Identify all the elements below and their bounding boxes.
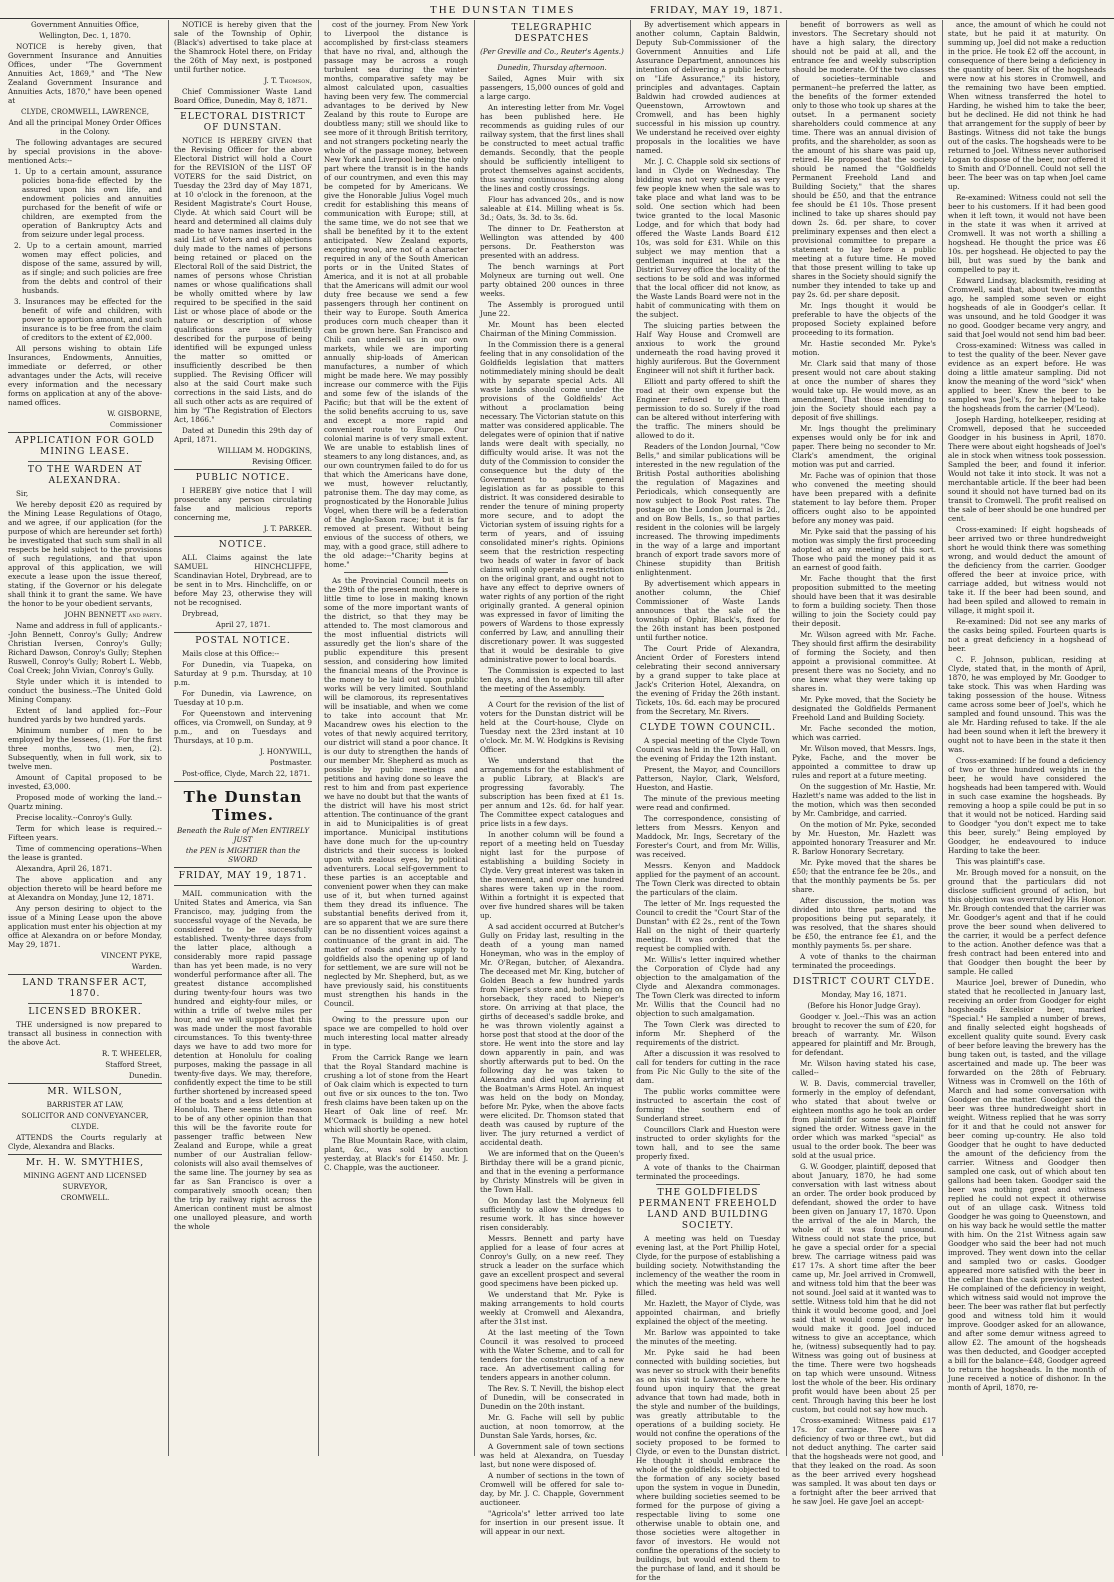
news-item: A number of sections in the town of Cromwell will be offered for sale to-day, by Mr. J. C. Chapple, Government auctioneer. <box>480 1471 624 1507</box>
ophir-notice: NOTICE is hereby given that the sale of the Township of Ophir, (Black's) advertised to take place at the Shamrock Hotel there, on Friday the 26th of May next, is postponed until further notice. <box>174 20 312 74</box>
society-item: Mr. Wilson moved, that Messrs. Ings, Pyke, Fache, and the mover be appointed a committee to draw up rules and report at a future meeting. <box>792 744 936 780</box>
news-item: "Agricola's" letter arrived too late for insertion in our present issue. It will appear in our next. <box>480 1509 624 1536</box>
society-item: Mr. Ings thought it would be preferable to have the objects of the proposed Society explained before proceeding to its formation. <box>792 301 936 337</box>
court-item: Cross-examined: If he found a deficiency of two or three hundred weights in the beer, he would have considered the hogsheads had been tampered with. Would in such case examine the hogsheads. By removing a hoop a spile could be put in so that it would not be noticed. Harding said to Goodger "you don't expect me to take this beer, surely." Being employed by Goodger, he endeavoured to induce Harding to take the beer. <box>948 756 1106 855</box>
court-item: Goodger v. Joel.--This was an action brought to recover the sum of £20, for breach of warranty. Mr. Wilson appeared for plaintiff and Mr. Brough, for defendant. <box>792 1012 936 1057</box>
news-item: The sluicing parties between the Half Way House and Cromwell are anxious to work the ground underneath the road having proved it highly auriferous. But the Government Engineer will not shift it further back. <box>636 321 780 375</box>
telegraphic-source: (Per Greville and Co., Reuter's Agents.) <box>480 47 624 56</box>
court-item: This was plaintiff's case. <box>956 857 1045 866</box>
goldfields-society-heading: THE GOLDFIELDS PERMANENT FREEHOLD LAND AND BUILDING SOCIETY. <box>638 1188 778 1231</box>
news-item: On Monday last the Molyneux fell sufficiently to allow the dredges to resume work. It has since however risen considerably. <box>480 1196 624 1232</box>
court-item: Re-examined: Did not see any marks of the casks being spiled. Fourteen quarts is not a great deficiency in a hogshead of beer. <box>948 617 1106 653</box>
postal-line: For Dunedin, via Tuapeka, on Saturday at 9 p.m. Thursday, at 10 p.m. <box>174 660 312 687</box>
court-item: Edward Lindsay, blacksmith, residing at Cromwell, said that, about twelve months ago, he sampled some seven or eight hogsheads of ale in Goodger's cellar. It was unsound, and he told Goodger it was no good. Goodger became very angry, and said that Joel would not send him bad beer. <box>948 276 1106 339</box>
society-item: Mr. Clark said that many of those present would not care about staking at once the number of shares they would take up. He would move, as an amendment, That those intending to join the Society should each pay a deposit of five shillings. <box>792 359 936 422</box>
smythies-town: CROMWELL. <box>60 1193 110 1202</box>
court-item: Cross-examined: Witness paid £17 17s. for carriage. There was a deficiency of two or three cwt., but did not deduct anything. The carter said that the hogsheads were not good, and that they leaked on the road. As soon as the beer arrived every hogshead was sampled. It was about ten days or a fortnight after the beer arrived that he saw Joel. He gave Joel an accept- <box>792 1416 936 1506</box>
claims-notice-body: ALL Claims against the late SAMUEL HINCHCLIFFE, Scandinavian Hotel, Drybread, are to be sent in to Mrs. Hinchcliffe, on or before May 23, otherwise they will not be recognised. <box>174 553 312 607</box>
broker-address: Stafford Street, <box>105 1060 162 1069</box>
gao-advantages: The following advantages are secured by special provisions in the above-mentioned Acts:-- <box>8 138 162 165</box>
licensed-broker-body: THE undersigned is now prepared to transact all business in connection with the above Act. <box>8 1020 162 1047</box>
news-item: Mr. Mount has been elected Chairman of the Mining Commission. <box>480 320 624 338</box>
mining-lease-men: Minimum number of men to be employed by the lessees, (1). For the first three months, two men, (2). Subsequently, when in full work, six to twelve men. <box>8 726 162 771</box>
wilson-name: MR. WILSON, <box>47 1087 123 1097</box>
carrick-range-note: From the Carrick Range we learn that the Royal Standard machine is crushing a lot of stone from the Heart of Oak claim which is expected to turn out five or six ounces to the ton. Two fresh claims have been taken up on the Heart of Oak line of reef. Mr. M'Cormack is building a new hotel which will shortly be opened. <box>324 1053 468 1134</box>
provincial-council-editorial: As the Provincial Council meets on the 29th of the present month, there is little time to lose in making known some of the more important wants of the district, so that they may be attended to. The most clamorous and the most influential districts will assuredly get the lion's share of the public expenditure this present session, and considering how limited the financial means of the Province is the money to be laid out upon public works will be very limited. Southland will be clamorous, its representatives will be insatiable, and when we come to take into account that Mr. Macandrew owes his election to the votes of that newly acquired territory, our district will stand a poor chance. It is our duty to strengthen the hands of our member Mr. Shepherd as much as possible by public meetings and petitions and having done so leave the rest to him and from past experience we have no doubt but that the wants of the district will have his most strict attention. The continuance of the grant in aid to Municipalities is of great importance. Municipal institutions have done much for the up-country districts and their success is looked upon with zealous eyes, by political adventurers. Local self-government to these parties is an acceptable and convenient power when they can make use of it, but when turned against them they dread its influence. The substantial benefits derived from it, are so apparent that we are sure there can be no dissentient voices against a continuance of the grant in aid. The matter of roads and water supply to goldfields also the opening up of land for settlement, we are sure will not be neglected by Mr. Shepherd, but, as we have previously said, his constituents must strengthen his hands in the Council. <box>324 576 468 1008</box>
column-2 <box>174 20 312 1456</box>
court-item: Joseph Harding, hotelkeeper, residing at Cromwell, deposed that he succeeded Goodger in his business in April, 1870. There were about eight hogsheads of Joel's ale in stock when witness took possession. Sampled the beer, and found it inferior. Would not take it into stock. It was not a merchantable article. If the beer had been sound it should not have turned bad on its transit to Cromwell. The profit realised on the sale of beer should be one hundred per cent. <box>948 415 1106 523</box>
claims-notice-date: April 27, 1871. <box>215 620 271 629</box>
society-item: Mr. Hastie seconded Mr. Pyke's motion. <box>792 339 936 357</box>
column-3 <box>324 20 468 1456</box>
gao-date: Wellington, Dec. 1, 1870. <box>39 31 131 40</box>
gao-item: 3. Insurances may be effected for the benefit of wife and children, with power to apportion amount, and such insurance is to be free from the claim of creditors to the extent of £2,000. <box>14 297 162 342</box>
town-council-heading: CLYDE TOWN COUNCIL. <box>639 723 777 733</box>
council-item: A vote of thanks to the Chairman terminated the proceedings. <box>636 1163 780 1181</box>
land-transfer-heading: LAND TRANSFER ACT, 1870. <box>22 978 148 999</box>
society-item: A meeting was held on Tuesday evening last, at the Port Phillip Hotel, Clyde, for the purpose of establishing a building society. Notwithstanding the inclemency of the weather the room in which the meeting was held was well filled. <box>636 1234 780 1297</box>
news-item: The Commission is expected to last ten days, and then to adjourn till after the meeting of the Assembly. <box>480 666 624 693</box>
electoral-role: Revising Officer. <box>251 457 312 466</box>
electoral-heading: ELECTORAL DISTRICT OF DUNSTAN. <box>180 112 306 133</box>
wilson-body: ATTENDS the Courts regularly at Clyde, Alexandra and Blacks. <box>8 1133 162 1151</box>
warden-signature: VINCENT PYKE, <box>101 951 162 960</box>
ophir-notice-office: Chief Commissioner Waste Land Board Office, Dunedin, May 8, 1871. <box>174 87 312 105</box>
mining-lease-extent: Extent of land applied for.--Four hundred yards by two hundred yards. <box>8 706 162 724</box>
electoral-body: NOTICE IS HEREBY GIVEN that the Revising Officer for the above Electoral District will hold a Court for the REVISION of the LIST OF VOTERS for the said District, on Tuesday the 23rd day of May 1871, at 10 o'clock in the forenoon, at the Resident Magistrate's Court House, Clyde. At which said Court will be heard and determined all claims duly made to have names inserted in the said List of Voters and all objections duly made to the names of persons being retained or placed on the Electoral Roll of the said District, the names of persons whose Christian names or whose qualifications shall be wholly omitted where by law required to be specified in the said List or whose place of abode or the nature or description of whose qualifications are insufficiently described for the purpose of being identified will be expunged unless the matter so omitted or insufficiently described be then supplied. The Revising Officer will also at the said Court make such corrections in the said Lists, and do all such other acts as are required of him by "The Registration of Electors Act, 1866." <box>174 136 312 424</box>
news-item: By advertisement which appears in another column, the Chief Commissioner of Waste Lands announces that the sale of the township of Ophir, Black's, fixed for the 26th instant has been postponed until further notice. <box>636 579 780 642</box>
council-item: Present, the Mayor, and Councillors Patterson, Naylor, Clark, Welsford, Hueston, and Hastie. <box>636 765 780 792</box>
society-item: Mr. Barlow was appointed to take the minutes of the meeting. <box>636 1328 780 1346</box>
electoral-date: Dated at Dunedin this 29th day of April, 1871. <box>174 426 312 444</box>
court-item: C. F. Johnson, publican, residing at Clyde, stated that, in the month of April, 1870, he was employed by Mr. Goodger to take stock. This was when Harding was taking possession of the house. Witness came across some beer of Joel's, which he sampled and found unsound. This was the ale Mr. Harding refused to take. If the ale had been sound when it left the brewery it ought not to have been in the state it then was. <box>948 655 1106 754</box>
column-5 <box>636 20 780 1582</box>
mining-lease-locality: Precise locality.--Conroy's Gully. <box>16 813 133 822</box>
postal-close: Mails close at this Office:-- <box>182 649 280 658</box>
wilson-town: CLYDE. <box>71 1122 99 1131</box>
broker-signature: R. T. WHEELER, <box>101 1049 162 1058</box>
column-rule <box>630 20 631 1456</box>
council-item: After a discussion it was resolved to call for tenders for cutting in the race from Pic Nic Gully to the site of the dam. <box>636 1049 780 1085</box>
smythies-role: MINING AGENT AND LICENSED <box>23 1171 147 1180</box>
masthead: The Dunstan Times. <box>183 788 303 824</box>
court-item: ance, the amount of which he could not state, but he paid it at maturity. On summing up, Joel did not make a reduction in the price. He took £2 off the account, in consequence of there being a deficiency in the quantity of beer. Six of the hogsheads were now at his stores in Cromwell, and the remaining two have been emptied. When witness transferred the hotel to Harding, he wished him to take the beer, but he declined. He did not think he had that arrangement for the supply of beer by Bastings. Witness did not take the bungs out of the casks. The hogsheads were to be returned to Joel. Witness never authorised Logan to dispose of the beer, nor offered it to Smith and O'Donnell. Could not sell the beer. The beer was on tap when Joel came up. <box>948 20 1106 191</box>
public-notice-heading: PUBLIC NOTICE. <box>195 473 291 483</box>
news-item: A Court for the revision of the list of voters for the Dunstan district will be held at the Court-house, Clyde on Tuesday next the 23rd instant at 10 o'clock. Mr. M. W. Hodgkins is Revising Officer. <box>480 700 624 754</box>
court-item: Mr. Wilson having stated his case, called-- <box>792 1059 936 1077</box>
postal-line: For Queenstown and intervening offices, via Cromwell, on Sunday, at 9 p.m., and on Tuesdays and Thursdays, at 10 p.m. <box>174 709 312 745</box>
column-rule <box>168 20 169 1456</box>
postal-line: For Dunedin, via Lawrence, on Tuesday at 10 p.m. <box>174 689 312 707</box>
society-item: Mr. Ings thought the preliminary expenses would only be for ink and paper. There being no seconder to Mr. Clark's amendment, the original motion was put and carried. <box>792 424 936 469</box>
news-item: Readers of the London Journal, "Cow Bells," and similar publications will be interested in the new regulation of the British Postal authorities abolishing the regulation of Magazines and Periodicals, which consequently are now subject to Book Post rates. The postage on the London Journal is 2d., and on Bow Bells, 1s., so that parties resident in the colonies will be largely increased. The throwing impediments in the way of a large and important branch of export trade savors more of Chinese stupidity than British enlightenment. <box>636 442 780 577</box>
issue-date: FRIDAY, MAY 19, 1871. <box>178 871 308 881</box>
postmaster-role: Postmaster. <box>269 758 312 767</box>
news-item: We understand that the arrangements for the establishment of a public Library, at Black's are progressing favorably. The subscription has been fixed at £1 1s. per annum and 12s. 6d. for half year. The Committee expect catalogues and price lists in a few days. <box>480 756 624 828</box>
smythies-name: Mr. H. W. SMYTHIES, <box>25 1158 145 1168</box>
public-notice-body: I HEREBY give notice that I will prosecute any person circulating false and malicious reports concerning me, <box>174 486 312 522</box>
electoral-signature: WILLIAM M. HODGKINS, <box>217 446 312 455</box>
society-item: Mr. Hazlett, the Mayor of Clyde, was appointed chairman, and briefly explained the object of the meeting. <box>636 1299 780 1326</box>
editorial-continued: cost of the journey. From New York to Liverpool the distance is accomplished by first-class steamers that have no rival, and, although the passage may be across a rough turbulent sea during the winter months, comparative safety may be almost calculated upon, casualties having been very few. The commercial advantages to be derived by New Zealand by this route to Europe are doubtless many; still we should like to see more of it through British territory, and not strangers pocketing nearly the whole of the passage money, between New York and Liverpool being the only part where the transit is in the hands of our countrymen, and even this may be competed for by Americans. We give the Honorable Julius Vogel much credit for establishing this means of communication with Europe; still, at the same time, we do not see that we shall be benefited by it to the extent anticipated. New Zealand exports, excepting wool, are not of a character required in any of the South American ports or in the United States of America, and it is not at all probable that the Americans will admit our wool duty free because we send a few passengers through her continent on their way to Europe. South America produces corn much cheaper than it can be grown here. San Francisco and Chili can undersell us in our own markets, while we are importing annually ship-loads of American manufactures, a number of which might be made here. We may possibly increase our commerce with the Fijis and some few of the islands of the Pacific; but that will be the extent of the solid benefits accruing to us, save and except a more rapid and convenient route to Europe. Our colonial marine is of very small extent. We are unable to establish lines of steamers to any long distances, and, as our own countrymen failed to do for us that which the Americans have done, we must, however reluctantly, patronise them. The day may come, as prognosticated by the Honorable Julius Vogel, when there will be a federation of the Anglo-Saxon race; but it is far removed at present. Without being envious of the success of others, we may, with a good grace, still adhere to the old adage:--"Charity begins at home." <box>324 20 468 569</box>
claims-notice-place: Drybread, <box>182 609 219 618</box>
council-item: Councillors Clark and Hueston were instructed to order skylights for the town hall, and to see the same properly fixed. <box>636 1125 780 1161</box>
mining-lease-capital: Amount of Capital proposed to be invested, £3,000. <box>8 773 162 791</box>
news-item: Elliott and party offered to shift the road at their own expense but the Engineer refused to give them permission to do so. Surely if the road can be altered without interfering with the traffic. The miners should be allowed to do it. <box>636 377 780 440</box>
gao-item: 2. Up to a certain amount, married women may effect policies, and dispose of the same, assured by will, as if single; and such policies are free from the debts and control of their husbands. <box>14 241 162 295</box>
gao-item: 1. Up to a certain amount, assurance policies bona-fide effected by the assured upon his own life, and endowment policies and annuities purchased for the benefit of wife or children, are exempted from the operation of Bankruptcy Acts and from seizure under legal process. <box>14 167 162 239</box>
page-header <box>0 0 1114 20</box>
society-item: Mr. Fache thought that the first proposition submitted to the meeting should have been that it was desirable to form a building society. Then those willing to join the Society could pay their deposit. <box>792 574 936 628</box>
news-item: By advertisement which appears in another column, Captain Baldwin, Deputy Sub-Commissioner of the Government Annuities and Life Assurance Department, announces his intention of delivering a public lecture on "Life Assurance," its history, principles and advantages. Captain Baldwin had crowded audiences at Queenstown, Arrowtown and Cromwell, and has been highly successful in his mission up country. We understand he received over eighty proposals in the localities we have named. <box>636 20 780 155</box>
news-item: The Court Pride of Alexandra, Ancient Order of Foresters intend celebrating their second anniversary by a grand supper to take place at Jack's Criterion Hotel, Alexandra, on the evening of Friday the 26th instant. Tickets, 10s. 6d. each may be procured from the Secretary, Mr. Rivers. <box>636 644 780 716</box>
telegraphic-dateline: Dunedin, Thursday afternoon. <box>497 63 607 72</box>
court-item: Maurice Joel, brewer of Dunedin, who stated that he recollected in January last, receiving an order from Goodger for eight hogsheads Excelsior beer, marked "Special." He sampled a number of brews, and finally selected eight hogsheads of excellent quality quite sound. Every cask of beer before leaving the brewery has the bung taken out, is tasted, and the village ascertained and made up. The beer was forwarded on the 28th of February. Witness was in Cromwell on the 16th of March and had some conversation with Goodger on the matter. Goodger said the beer was three hundredweight short in weight. Witness replied that he was sorry for it and that he could not answer for beer coming up-country. He also told Goodger that he ought to have deducted the amount of the deficiency from the carrier. Witness and Goodger then sampled one cask, out of which about ten gallons had been taken. Goodger said the beer was nothing great and witness replied he could not expect it otherwise out of an ullage cask. Witness told Goodger he was going to Queenstown, and on his way back he would settle the matter with him. On the 21st Witness again saw Goodger who said the beer had not much improved. They went down into the cellar and sampled two or casks. Goodger appeared more satisfied with the beer in the cellar than the cask previously tested. He complained of the deficiency in weight, which witness said would not improve the beer. The beer was rather flat but perfectly good and witness told him it would improve. Goodger asked for an allowance, and after some demur witness agreed to allow £2. The amount of the hogsheads was then deducted, and Goodger accepted a bill for the balance--£48, Goodger agreed to return the hogsheads. In the month of June received a notice of dishonor. In the month of April, 1870, re- <box>948 978 1106 1392</box>
court-item: G. W. Goodger, plaintiff, deposed that about January, 1870, he had some conversation with last witness about an order. The order book produced by defendant, showed the order to have been given on January 17, 1870. Upon the arrival of the ale in March, the whole of it was found unsound. Witness could not state the price, but he gave a special order for a special brew. The carriage witness paid was £17 17s. A short time after the beer came up, Mr. Joel arrived in Cromwell, and witness told him that the beer was not sound. Joel said at it wanted was to settle. Witness told him that he did not think it would become good, and Joel said that it would come good, or he would make it good. Joel induced witness to give an acceptance, which he, (witness) subsequently had to pay. Witness was going out of business at the time. There were two hogsheads on tap which were unsound. Witness lost the whole of the beer. His ordinary profit would have been about 25 per cent. Through having this beer he lost custom, but could not say how much. <box>792 1162 936 1414</box>
court-item: Re-examined: Witness could not sell the beer to his customers. If it had been good when it left town, it would not have been in the state it was when it arrived at Cromwell. It was not worth a shilling a hogshead. He thought the price was £6 10s. per hogshead. He objected to pay the bill, but was sued by the bank and compelled to pay it. <box>948 193 1106 274</box>
smythies-role-2: SURVEYOR, <box>62 1182 108 1191</box>
council-item: The letter of Mr. Ings requested the Council to credit the "Court Star of the Dunstan" with £2 2s., rent of the Town Hall on the night of their quarterly meeting. It was ordered that the request be complied with. <box>636 899 780 953</box>
district-court-heading: DISTRICT COURT CLYDE. <box>792 977 936 987</box>
blue-mountain-note: The Blue Mountain Race, with claim, plant, &c., was sold by auction yesterday, at Black's for £1450. Mr. J. C. Chapple, was the auctioneer. <box>324 1136 468 1172</box>
motto-line: the PEN is MIGHTIER than the SWORD <box>185 846 301 864</box>
news-item: The Rev. S. T. Nevill, the bishop elect of Dunedin, will be consecrated in Dunedin on the 20th instant. <box>480 1384 624 1411</box>
ophir-notice-signature: J. T. Thomson, <box>264 76 312 85</box>
mining-lease-signature: JOHN BENNETT and party. <box>64 610 162 619</box>
header-rule <box>0 18 1114 19</box>
news-item: The bench warnings at Port Molyneux are turning out well. One party obtained 200 ounces in three weeks. <box>480 262 624 298</box>
space-note: Owing to the pressure upon our space we are compelled to hold over much interesting local matter already in type. <box>324 1015 468 1051</box>
news-item: An interesting letter from Mr. Vogel has been published here. He recommends as guiding rules of our railway system, that the first lines shall be constructed to meet actual traffic demands. Secondly, that the people should be sufficiently intelligent to protect themselves against accidents, thus saving continuous fencing along the lines and costly crossings. <box>480 103 624 193</box>
news-item: Messrs. Bennett and party have applied for a lease of four acres at Conroy's Gully, on a new reef. They struck a leader on the surface which gave an excellent prospect and several good specimens have been picked up. <box>480 1234 624 1288</box>
news-item: Flour has advanced 20s., and is now saleable at £14. Milling wheat is 5s. 3d.; Oats, 3s. 3d. to 3s. 6d. <box>480 195 624 222</box>
council-item: Mr. Willis's letter inquired whether the Corporation of Clyde had any objection to the amalgamation of the Clyde and Alexandra commonages. The Town Clerk was directed to inform Mr. Willis that the Council had no objection to such amalgamation. <box>636 955 780 1018</box>
postal-date: Post-office, Clyde, March 22, 1871. <box>182 769 311 778</box>
column-rule <box>318 20 319 1456</box>
mining-lease-date: Alexandra, April 26, 1871. <box>16 864 113 873</box>
broker-town: Dunedin. <box>128 1071 162 1080</box>
gao-all: All persons wishing to obtain Life Insurances, Endowments, Annuities, immediate or deferred, or other advantages under the Acts, will receive every information and the necessary forms on application at any of the above-named offices. <box>8 344 162 407</box>
society-item: After discussion, the motion was divided into three parts, and the propositions being put separately, it was resolved, that the shares should be £50, the entrance fee £1, and the monthly payments 5s. per share. <box>792 896 936 950</box>
wilson-title: BARRISTER AT LAW, <box>46 1100 124 1109</box>
gao-place: CLYDE, CROMWELL, LAWRENCE, <box>20 107 150 116</box>
court-item: Cross-examined: If eight hogsheads of beer arrived two or three hundredweight short he would think there was something wrong, and would deduct the amount of the deficiency from the carrier. Goodger offered the beer at invoice price, with carriage added, but witness would not take it. If the beer had been sound, and had been spiled and allowed to remain in village, it might spoil it. <box>948 525 1106 615</box>
gao-money: And all the principal Money Order Offices in the Colony. <box>8 118 162 136</box>
society-item: Mr. Pyke moved that the shares be £50; that the entrance fee be 20s., and that the monthly payments be 5s. per share. <box>792 858 936 894</box>
society-item: Mr. Fache was of opinion that those who convened the meeting should have been prepared with a definite statement to lay before them. Proper officers ought also to be appointed before any money was paid. <box>792 471 936 525</box>
motto-line: Beneath the Rule of Men ENTIRELY JUST <box>176 826 310 844</box>
mining-lease-objection: Any person desiring to object to the issue of a Mining Lease upon the above application must enter his objection at my office at Alexandra on or before Monday, May 29, 1871. <box>8 904 162 949</box>
council-item: The public works committee were instructed to ascertain the cost of forming the southern end of Sunderland street. <box>636 1087 780 1123</box>
header-title: THE DUNSTAN TIMES <box>430 4 576 16</box>
news-item: At the last meeting of the Town Council it was resolved to proceed with the Water Scheme, and to call for tenders for the construction of a new race. An advertisement calling for tenders appears in another column. <box>480 1328 624 1382</box>
news-item: The Assembly is prorogued until June 22. <box>480 300 624 318</box>
mining-lease-sir: Sir, <box>16 489 29 498</box>
gao-notice: NOTICE is hereby given, that Government Insurance and Annuities Offices, under "The Government Annuities Act, 1869," and "The New Zealand Government Insurance and Annuities Acts, 1870," have been opened at <box>8 42 162 105</box>
column-6 <box>792 20 936 1506</box>
mining-lease-names: Name and address in full of applicants.--John Bennett, Conroy's Gully; Andrew Christian Iversen, Conroy's Gully; Richard Dawson, Conroy's Gully; Stephen Ruswell, Conroy's Gully; Robert L. Webb, Coal Creek; John Vivian, Conroy's Gully. <box>8 621 162 675</box>
gao-role: Commissioner <box>109 420 162 429</box>
column-rule <box>474 20 475 1456</box>
council-item: The correspondence, consisting of letters from Messrs. Kenyon and Maddock, Mr. Ings, Secretary of the Forester's Court, and from Mr. Willis, was received. <box>636 814 780 859</box>
news-item: We understand that Mr. Pyke is making arrangements to hold courts weekly at Cromwell and Alexandra, after the 31st inst. <box>480 1290 624 1326</box>
society-item: Mr. Wilson agreed with Mr. Fache. They should first affirm the desirability of forming the Society, and then appoint a provisional committee. At present there was no Society, and no one knew what they were taking up shares in. <box>792 630 936 693</box>
council-item: The minute of the previous meeting were read and confirmed. <box>636 794 780 812</box>
news-item: The dinner to Dr. Featherston at Wellington was attended by 400 persons. Dr. Featherston was presented with an address. <box>480 224 624 260</box>
mining-lease-time: Time of commencing operations--When the lease is granted. <box>8 844 162 862</box>
society-item: On the suggestion of Mr. Hastie, Mr. Hazlett's name was added to the list in the motion, which was then seconded by Mr. Cambridge, and carried. <box>792 782 936 818</box>
mining-lease-style: Style under which it is intended to conduct the business.--The United Gold Mining Company. <box>8 677 162 704</box>
mining-lease-term: Term for which lease is required.--Fifteen years. <box>8 824 162 842</box>
claims-notice-heading: NOTICE. <box>218 540 268 550</box>
column-4 <box>480 20 624 1536</box>
mining-lease-body: We hereby deposit £20 as required by the Mining Lease Regulations of Otago, and we agree, if our application (for the purpose of which are hereunder set forth) be investigated that such sum shall in all respects be held subject to the provisions of such regulations, and that upon approval of this application, we will execute a lease upon the issue thereof, stating, if the Governor or his delegate shall think it to grant the same. We have the honor to be your obedient servants, <box>8 500 162 608</box>
column-1 <box>8 20 162 1456</box>
licensed-broker-heading: LICENSED BROKER. <box>28 1007 142 1017</box>
editorial-text: MAIL communication with the United States and America, via San Francisco, may, judging from the successful voyage of the Nevada, be considered to be successfully established. Twenty-three days from the latter place, although a considerably more rapid passage than has yet been made, is no very wonderful performance after all. The greatest distance accomplished during twenty-four hours was two hundred and eighty-four miles, or within a trifle of twelve miles per hour, and we will suppose that this was made under the most favorable circumstances. To this twenty-three days we have to add two more for detention at Honolulu for coaling purposes, making the passage in all twenty-five days. We may, therefore, confidently expect the time to be still further shortened by increased speed of the boats and a less detention at Honolulu. There seems little reason to be of any other opinion than that this will be the favorite route for passenger traffic between New Zealand and Europe, while a great number of our Australian fellow-colonists will also avail themselves of the same line. The journey by sea as far as San Francisco is over a comparatively smooth ocean; then the trip by railway right across the American continent must be almost one unalloyed pleasure, and worth the whole <box>174 889 312 1231</box>
society-item: Mr. Pyke said that the passing of his motion was simply the first proceeding adopted at any meeting of this sort. Those who paid the money paid it as an earnest of good faith. <box>792 527 936 572</box>
society-item: benefit of borrowers as well as investors. The Secretary should not have a high salary, the directory should not be paid at all, and the entrance fee and weekly subscription should be moderate. Of the two classes of societies--terminable and permanent--he preferred the latter, as the benefits of the former extended only to those who took up shares at the outset. In a permanent society shareholders could commence at any time. There was an annual division of profits, and the shareholder, as soon as the amount of his share was paid up, retired. He proposed that the society should be named the "Goldfields Permanent Freehold Land and Building Society," that the shares should be £50, and that the entrance fee should be £1 10s. Those present inclined to take up shares should pay down 2s. 6d. per share, to cover preliminary expenses and then elect a provisional committee to prepare a statement to lay before a public meeting at a future time. He moved that those present willing to take up shares in the Society should signify the number they intended to take up and pay 2s. 6d. per share deposit. <box>792 20 936 299</box>
warden-heading: TO THE WARDEN AT ALEXANDRA. <box>27 465 143 486</box>
council-item: Messrs. Kenyon and Maddock applied for the payment of an account. The Town Clerk was directed to obtain the particulars of the claim. <box>636 861 780 897</box>
news-item: A sad accident occurred at Butcher's Gully on Friday last, resulting in the death of a young man named Honeyman, who was in the employ of Mr. O'Regan, butcher, of Alexandra. The deceased met Mr. King, butcher of Golden Beach a few hundred yards from Nieper's store and, both being on horseback, they raced to Nieper's store. On arriving at that place, the girths of deceased's saddle broke, and he was thrown violently against a horse post that stood at the door of the store. He went into the store and lay down apparently in pain, and was shortly afterwards put to bed. On the following day he was taken to Alexandra and died upon arriving at the Boatman's Arms Hotel. An inquest was held on the body on Monday, before Mr. Pyke, when the above facts were elicited. Dr. Thomson stated that death was caused by rupture of the liver. The jury returned a verdict of accidental death. <box>480 922 624 1147</box>
column-rule <box>786 20 787 1456</box>
mining-lease-hearing: The above application and any objection thereto will be heard before me at Alexandra on Monday, June 12, 1871. <box>8 875 162 902</box>
society-item: Mr. Fache seconded the motion, which was carried. <box>792 724 936 742</box>
society-item: Mr. Pyke said he had been connected with building societies, but was never so struck with their benefits as on his visit to Lawrence, where he found upon inquiry that the great advance that town had made, both in the style and number of the buildings, was greatly attributable to the operations of a building society. He would not confine the operations of the society proposed to be formed to Clyde, or even to the Dunstan district. He thought it should embrace the whole of the goldfields. He objected to the formation of any society based upon the system in vogue in Dunedin, where building societies seemed to be formed for the purpose of giving a respectable living to some one otherwise unable to obtain one, and those societies were altogether in favor of investors. He would not confine the operations of the society to buildings, but would extend them to the purchase of land, and it should be for the <box>636 1348 780 1582</box>
news-item: A Government sale of town sections was held at Alexandra, on Tuesday last, but none were disposed of. <box>480 1442 624 1469</box>
society-item: A vote of thanks to the chairman terminated the proceedings. <box>792 952 936 970</box>
postal-notice-heading: POSTAL NOTICE. <box>195 636 291 646</box>
court-item: Mr. Brough moved for a nonsuit, on the ground that the particulars did not disclose sufficient ground of action, but this objection was overruled by His Honor. Mr. Brough contended that the carrier was Mr. Goodger's agent and that if he could prove the beer sound when delivered to the carrier, it would be a perfect defence to the action. Another defence was that a fresh contract had been entered into and that Goodger then bought the beer by sample. He called <box>948 868 1106 976</box>
header-date: FRIDAY, MAY 19, 1871. <box>650 4 784 16</box>
warden-role: Warden. <box>131 962 162 971</box>
news-item: Mr. J. C. Chapple sold six sections of land in Clyde on Wednesday. The bidding was not very spirited as very few people knew when the sale was to take place and what land was to be sold. One section which had been twice granted to the local Masonic Lodge, and for which that body had offered the Waste Lands Board £12 10s, was sold for £31. While on this subject we may mention that a gentleman inquired at the at the District Survey office the locality of the sections to be sold and was informed that the local officer did not know, as the Waste Lands Board were not in the habit of communicating with them on the subject. <box>636 157 780 319</box>
society-item: Mr. Pyke moved, that the Society be designated the Goldfields Permanent Freehold Land and Building Society. <box>792 695 936 722</box>
court-item: W. B. Davis, commercial traveller, formerly in the employ of defendant, who stated that about twelve or eighteen months ago he took an order from plaintiff for some beer. Plaintiff signed the order. Witness gave in the order which was marked "special" as usual to the order book. The beer was sold at the usual price. <box>792 1079 936 1160</box>
column-7 <box>948 20 1106 1456</box>
postmaster-signature: J. HONYWILL, <box>259 747 312 756</box>
district-court-judge: (Before his Honor Judge Gray). <box>807 1001 921 1010</box>
news-item: In another column will be found a report of a meeting held on Tuesday night last for the purpose of establishing a building Society in Clyde. Very great interest was taken in the movement, and over one hundred shares were taken up in the room. Within a fortnight it is expected that over five hundred shares will be taken up. <box>480 830 624 920</box>
news-item: We are informed that on the Queen's Birthday there will be a grand picnic, and that in the evening a performance by Christy Minstrels will be given in the Town Hall. <box>480 1149 624 1194</box>
district-court-date: Monday, May 16, 1871. <box>821 990 907 999</box>
society-item: On the motion of Mr. Pyke, seconded by Mr. Hueston, Mr. Hazlett was appointed honorary Treasurer and Mr. R. Barlow Honorary Secretary. <box>792 820 936 856</box>
news-item: Mr. G. Fache will sell by public auction, at noon tomorrow, at the Dunstan Sale Yards, horses, &c. <box>480 1413 624 1440</box>
council-item: The Town Clerk was directed to inform Mr. Shepherd of the requirements of the district. <box>636 1020 780 1047</box>
wilson-title-2: SOLICITOR AND CONVEYANCER, <box>21 1111 149 1120</box>
gao-signature: W. GISBORNE, <box>107 409 162 418</box>
news-item: In the Commission there is a general feeling that in any consolidation of the Goldfields legislation that matters notimmediately mining should be dealt with by separate special Acts. All waste lands should come under the provisions of the Goldfields' Act without a proclamation being necessary. The Victorian statute on this matter was considered applicable. The delegates were of opinion that if native lands were dealt with specially, no difficulty would arise. It was not the duty of the Commission to consider the consequence but the duty of the Government to adapt general legislation as far as possible to this district. It was considered desirable to render the tenure of mining property more secure, and to adopt the Victorian system of issuing rights for a term of years, and of issuing consolidated miner's rights. Opinions seem that the restriction respecting two heads of water in favor of back claims will only operate as a restriction on the original grant, and ought not to have any effect to deprive owners of water rights of any portion of the right originally granted. A general opinion was expressed in favor of limiting the powers of Wardens to those expressly conferred by Law, and annulling their discretionary power. It was suggested that it would be desirable to give administrative power to local boards. <box>480 340 624 664</box>
mining-lease-heading: APPLICATION FOR GOLD MINING LEASE. <box>15 436 155 457</box>
telegraphic-heading: TELEGRAPHIC DESPATCHES <box>511 23 593 44</box>
gao-office: Government Annuities Office, <box>31 20 139 29</box>
mining-lease-mode: Proposed mode of working the land.--Quartz mining. <box>8 793 162 811</box>
council-item: A special meeting of the Clyde Town Council was held in the Town Hall, on the evening of Friday the 12th instant. <box>636 736 780 763</box>
public-notice-signature: J. T. PARKER. <box>263 524 312 533</box>
column-rule <box>942 20 943 1456</box>
court-item: Cross-examined: Witness was called in to test the quality of the beer. Never gave evidence as an expert before. He was doing a little amateur sampling. Did not know the meaning of the word "sick" when applied to beer. Knew the beer to be sampled was Joel's, for he helped to take the hogsheads from the carrier (M'Leod). <box>948 341 1106 413</box>
news-item: Sailed, Agnes Muir with six passengers, 15,000 ounces of gold and a large cargo. <box>480 74 624 101</box>
